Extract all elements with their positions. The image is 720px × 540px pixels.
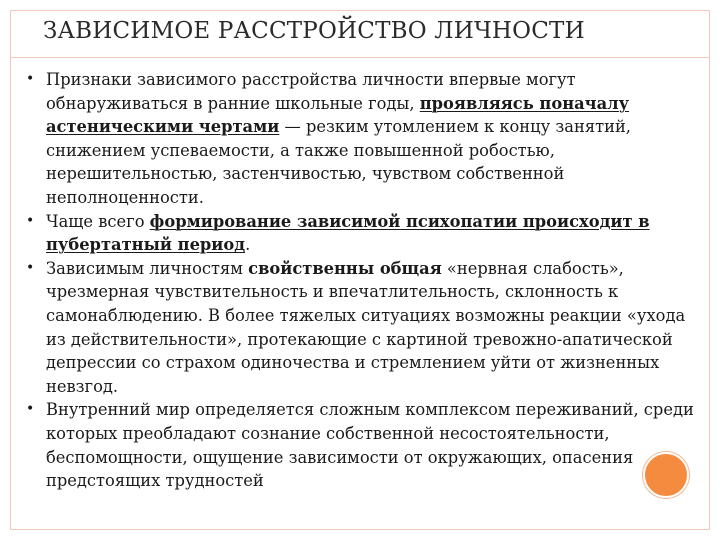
item-text: — резким утомлением к концу занятий, снижением успеваемости, а также повышенной робостью, нерешительностью, застенчивостью, чувством собственной неполноценности. bbox=[46, 117, 631, 207]
bullet-item bbox=[24, 210, 704, 257]
slide-title: ЗАВИСИМОЕ РАССТРОЙСТВО ЛИЧНОСТИ bbox=[43, 18, 585, 44]
slide-content bbox=[24, 68, 704, 493]
bullet-item bbox=[24, 257, 704, 399]
item-text: «нервная слабость», чрезмерная чувствительность и впечатлительность, склонность к самонаблюдению. В более тяжелых ситуациях возможны реакции «ухода из действительности», протекающие с картиной тревожно-апатической депрессии со страхом одиночества и стремлением уйти от жизненных невзгод. bbox=[46, 258, 686, 396]
item-text: Чаще всего bbox=[46, 211, 150, 231]
item-text: . bbox=[245, 235, 251, 255]
orange-circle-decoration bbox=[643, 452, 689, 498]
emphasis-text: формирование зависимой психопатии происходит в пубертатный период bbox=[46, 211, 650, 255]
bullet-marker: • bbox=[26, 71, 35, 87]
item-text: Зависимым личностям bbox=[46, 258, 249, 278]
bullet-marker: • bbox=[26, 259, 35, 276]
item-text: Внутренний мир определяется сложным комплексом переживаний, среди которых преобладают сознание собственной несостоятельности, беспомощности, ощущение зависимости от окружающих, опасения предстоящих трудностей bbox=[46, 400, 694, 491]
bullet-marker: • bbox=[26, 401, 35, 418]
bullet-item bbox=[24, 398, 704, 492]
item-text: Признаки зависимого расстройства личности впервые могут обнаруживаться в ранние школьные годы, bbox=[46, 70, 576, 113]
bullet-marker: • bbox=[26, 212, 35, 229]
title-divider bbox=[10, 57, 710, 58]
bullet-item bbox=[24, 68, 704, 210]
emphasis-text: проявляясь поначалу астеническими чертами bbox=[46, 93, 630, 137]
bold-text: свойственны общая bbox=[248, 258, 442, 278]
